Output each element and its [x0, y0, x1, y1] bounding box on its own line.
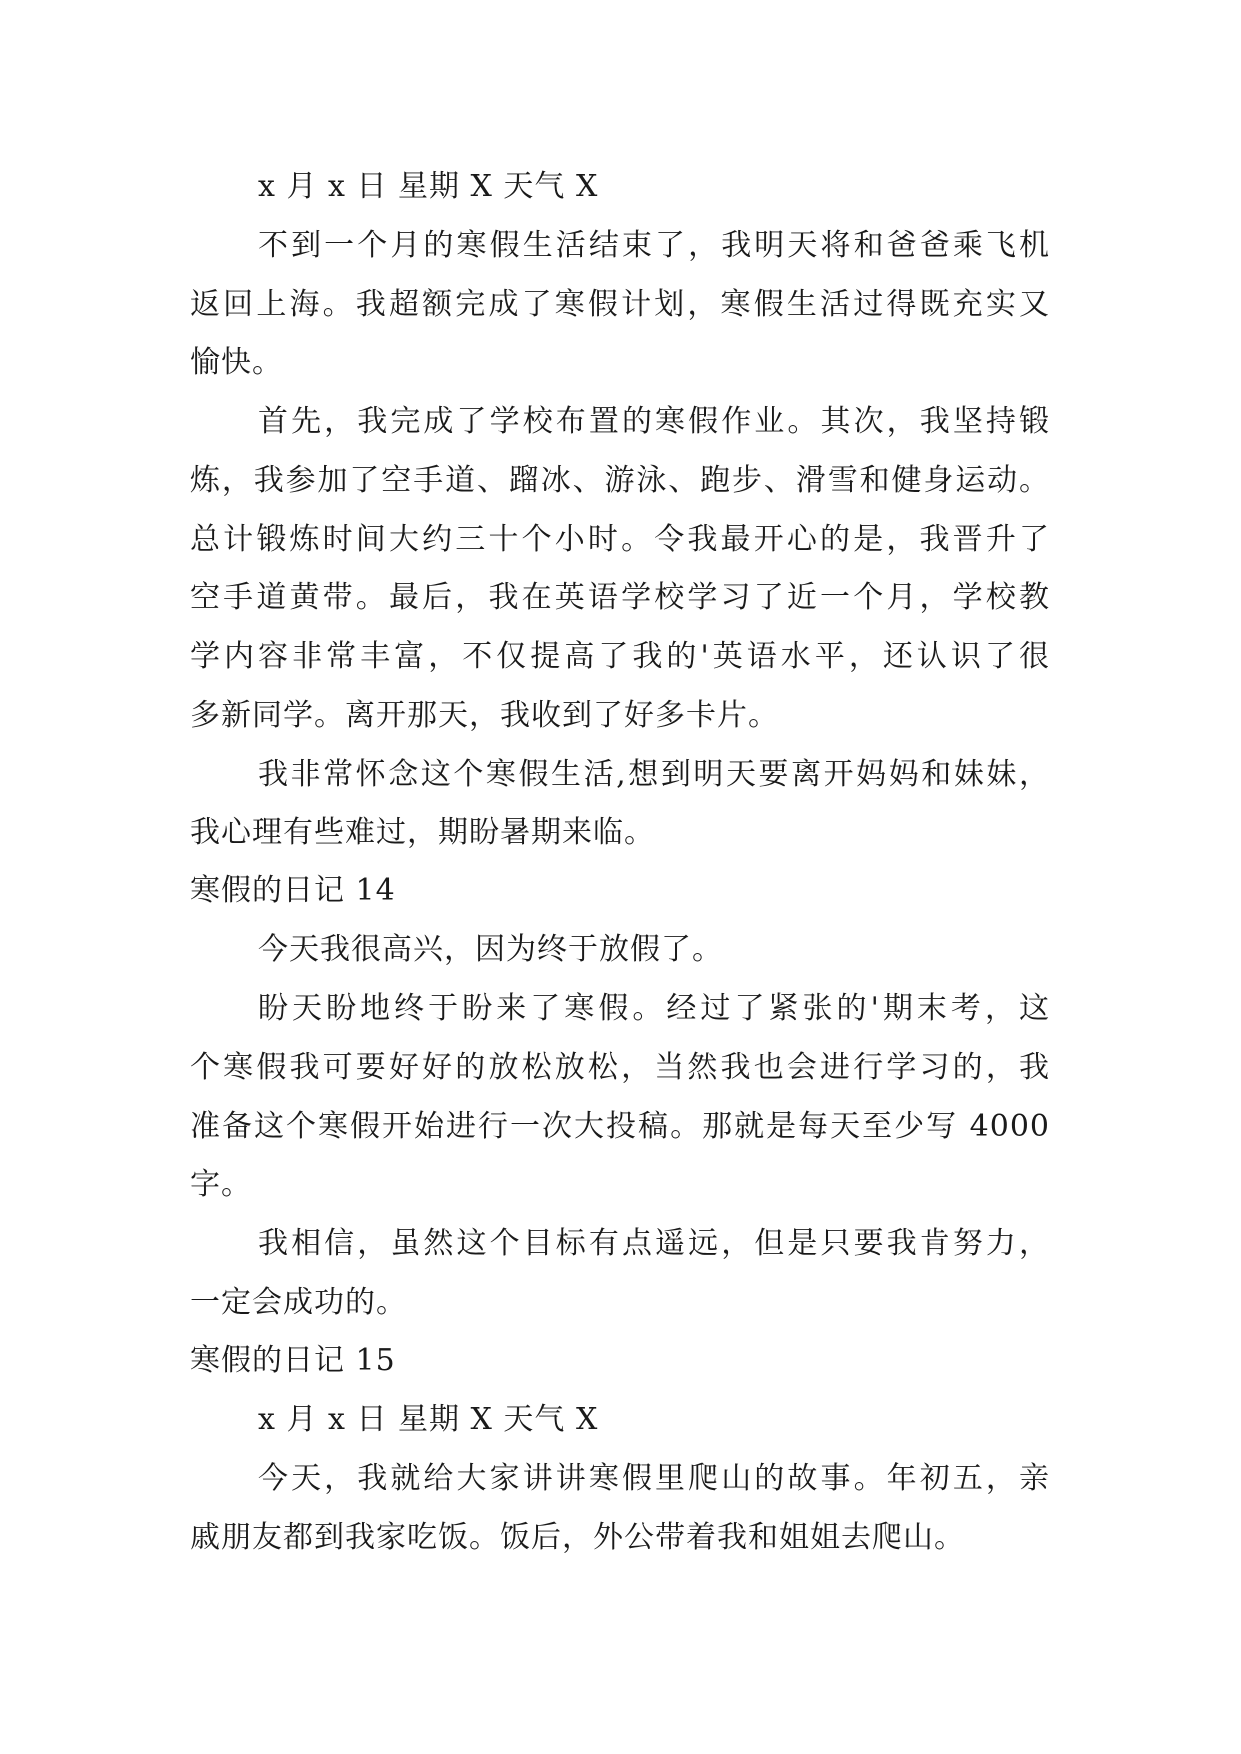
paragraph-line: 一定会成功的。 [190, 1285, 407, 1320]
paragraph-line: 盼天盼地终于盼来了寒假。经过了紧张的'期末考，这 [258, 991, 1050, 1026]
paragraph-line: 戚朋友都到我家吃饭。饭后，外公带着我和姐姐去爬山。 [190, 1520, 965, 1555]
paragraph-line: 不到一个月的寒假生活结束了，我明天将和爸爸乘飞机 [258, 228, 1050, 263]
paragraph-line: 我非常怀念这个寒假生活,想到明天要离开妈妈和妹妹， [258, 757, 1050, 792]
paragraph-line: 个寒假我可要好好的放松放松，当然我也会进行学习的，我 [190, 1050, 1050, 1085]
section-heading: 寒假的日记 14 [190, 873, 396, 908]
section-heading: 寒假的日记 15 [190, 1343, 396, 1378]
paragraph-line: 今天，我就给大家讲讲寒假里爬山的故事。年初五，亲 [258, 1461, 1050, 1496]
paragraph-line: 学内容非常丰富，不仅提高了我的'英语水平，还认识了很 [190, 639, 1050, 674]
paragraph-line: 炼，我参加了空手道、蹓冰、游泳、跑步、滑雪和健身运动。 [190, 463, 1050, 498]
diary-date-line: x 月 x 日 星期 X 天气 X [258, 1402, 599, 1437]
paragraph-line: 愉快。 [190, 345, 283, 380]
paragraph-line: 总计锻炼时间大约三十个小时。令我最开心的是，我晋升了 [190, 522, 1050, 557]
diary-date-line: x 月 x 日 星期 X 天气 X [258, 169, 599, 204]
paragraph-line: 字。 [190, 1167, 252, 1202]
paragraph-line: 准备这个寒假开始进行一次大投稿。那就是每天至少写 4000 [190, 1109, 1050, 1144]
paragraph-line: 空手道黄带。最后，我在英语学校学习了近一个月，学校教 [190, 580, 1050, 615]
paragraph-line: 多新同学。离开那天，我收到了好多卡片。 [190, 698, 779, 733]
paragraph-line: 我心理有些难过，期盼暑期来临。 [190, 815, 655, 850]
paragraph-line: 今天我很高兴，因为终于放假了。 [258, 932, 723, 967]
paragraph-line: 返回上海。我超额完成了寒假计划，寒假生活过得既充实又 [190, 287, 1050, 322]
paragraph-line: 首先，我完成了学校布置的寒假作业。其次，我坚持锻 [258, 404, 1050, 439]
paragraph-line: 我相信，虽然这个目标有点遥远，但是只要我肯努力， [258, 1226, 1050, 1261]
